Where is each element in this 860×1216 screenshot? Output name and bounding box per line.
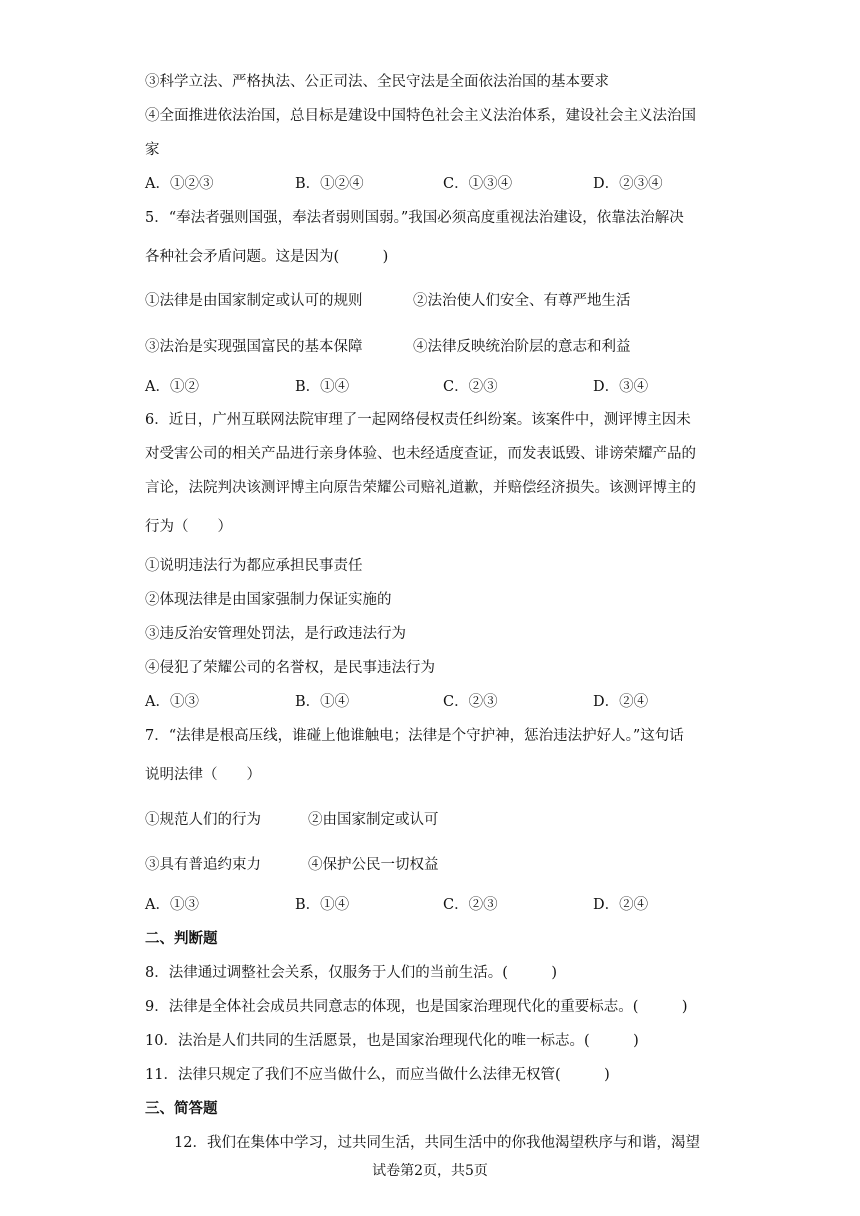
page-footer: 试卷第2页，共5页	[372, 1163, 488, 1179]
q5-option-a: A．①②	[145, 379, 199, 395]
q7-stem-line-2: 说明法律（ ）	[145, 767, 261, 783]
q12-text: 12．我们在集体中学习，过共同生活，共同生活中的你我他渴望秩序与和谐，渴望	[174, 1135, 700, 1151]
q5-stem-line-1: 5．“奉法者强则国强，奉法者弱则国弱。”我国必须高度重视法治建设，依靠法治解决	[145, 210, 684, 226]
q4-option-d: D．②③④	[593, 176, 663, 192]
q6-stem-line-1: 6．近日，广州互联网法院审理了一起网络侵权责任纠纷案。该案件中，测评博主因未	[145, 412, 691, 428]
q7-option-a: A．①③	[145, 897, 199, 913]
q4-statement-4-cont: 家	[145, 142, 160, 158]
q9-text: 9．法律是全体社会成员共同意志的体现，也是国家治理现代化的重要标志。( )	[145, 999, 688, 1015]
q5-statement-3: ③法治是实现强国富民的基本保障	[145, 339, 363, 355]
q6-stem-line-2: 对受害公司的相关产品进行亲身体验、也未经适度查证，而发表诋毁、诽谤荣耀产品的	[145, 446, 696, 462]
section-heading-judgment: 二、判断题	[145, 930, 218, 947]
q6-option-b: B．①④	[295, 694, 350, 710]
q11-text: 11．法律只规定了我们不应当做什么，而应当做什么法律无权管( )	[145, 1067, 610, 1083]
q4-statement-3: ③科学立法、严格执法、公正司法、全民守法是全面依法治国的基本要求	[145, 74, 609, 90]
q7-statement-3: ③具有普追约束力	[145, 857, 261, 873]
q7-stem-line-1: 7．“法律是根高压线，谁碰上他谁触电；法律是个守护神，惩治违法护好人。”这句话	[145, 728, 684, 744]
q6-statement-1: ①说明违法行为都应承担民事责任	[145, 558, 363, 574]
q6-stem-line-3: 言论，法院判决该测评博主向原告荣耀公司赔礼道歉，并赔偿经济损失。该测评博主的	[145, 480, 696, 496]
q5-option-c: C．②③	[443, 379, 498, 395]
q5-statement-1: ①法律是由国家制定或认可的规则	[145, 293, 363, 309]
q5-statement-2: ②法治使人们安全、有尊严地生活	[413, 293, 631, 309]
q5-option-b: B．①④	[295, 379, 350, 395]
q5-option-d: D．③④	[593, 379, 649, 395]
q7-statement-1: ①规范人们的行为	[145, 812, 261, 828]
q7-option-d: D．②④	[593, 897, 649, 913]
q4-option-c: C．①③④	[443, 176, 513, 192]
q4-option-b: B．①②④	[295, 176, 364, 192]
q7-statement-2: ②由国家制定或认可	[308, 812, 439, 828]
q4-statement-4: ④全面推进依法治国，总目标是建设中国特色社会主义法治体系，建设社会主义法治国	[145, 108, 696, 124]
section-heading-short-answer: 三、简答题	[145, 1100, 218, 1117]
q7-option-c: C．②③	[443, 897, 498, 913]
q5-stem-line-2: 各种社会矛盾问题。这是因为( )	[145, 249, 389, 265]
q7-statement-4: ④保护公民一切权益	[308, 857, 439, 873]
q6-statement-3: ③违反治安管理处罚法，是行政违法行为	[145, 626, 406, 642]
q6-statement-4: ④侵犯了荣耀公司的名誉权，是民事违法行为	[145, 660, 435, 676]
q5-statement-4: ④法律反映统治阶层的意志和利益	[413, 339, 631, 355]
q7-option-b: B．①④	[295, 897, 350, 913]
q6-stem-line-4: 行为（ ）	[145, 519, 232, 535]
q6-option-c: C．②③	[443, 694, 498, 710]
q8-text: 8．法律通过调整社会关系，仅服务于人们的当前生活。( )	[145, 965, 558, 981]
q10-text: 10．法治是人们共同的生活愿景，也是国家治理现代化的唯一标志。( )	[145, 1033, 639, 1049]
q6-statement-2: ②体现法律是由国家强制力保证实施的	[145, 592, 392, 608]
q6-option-d: D．②④	[593, 694, 649, 710]
q4-option-a: A．①②③	[145, 176, 214, 192]
q6-option-a: A．①③	[145, 694, 199, 710]
